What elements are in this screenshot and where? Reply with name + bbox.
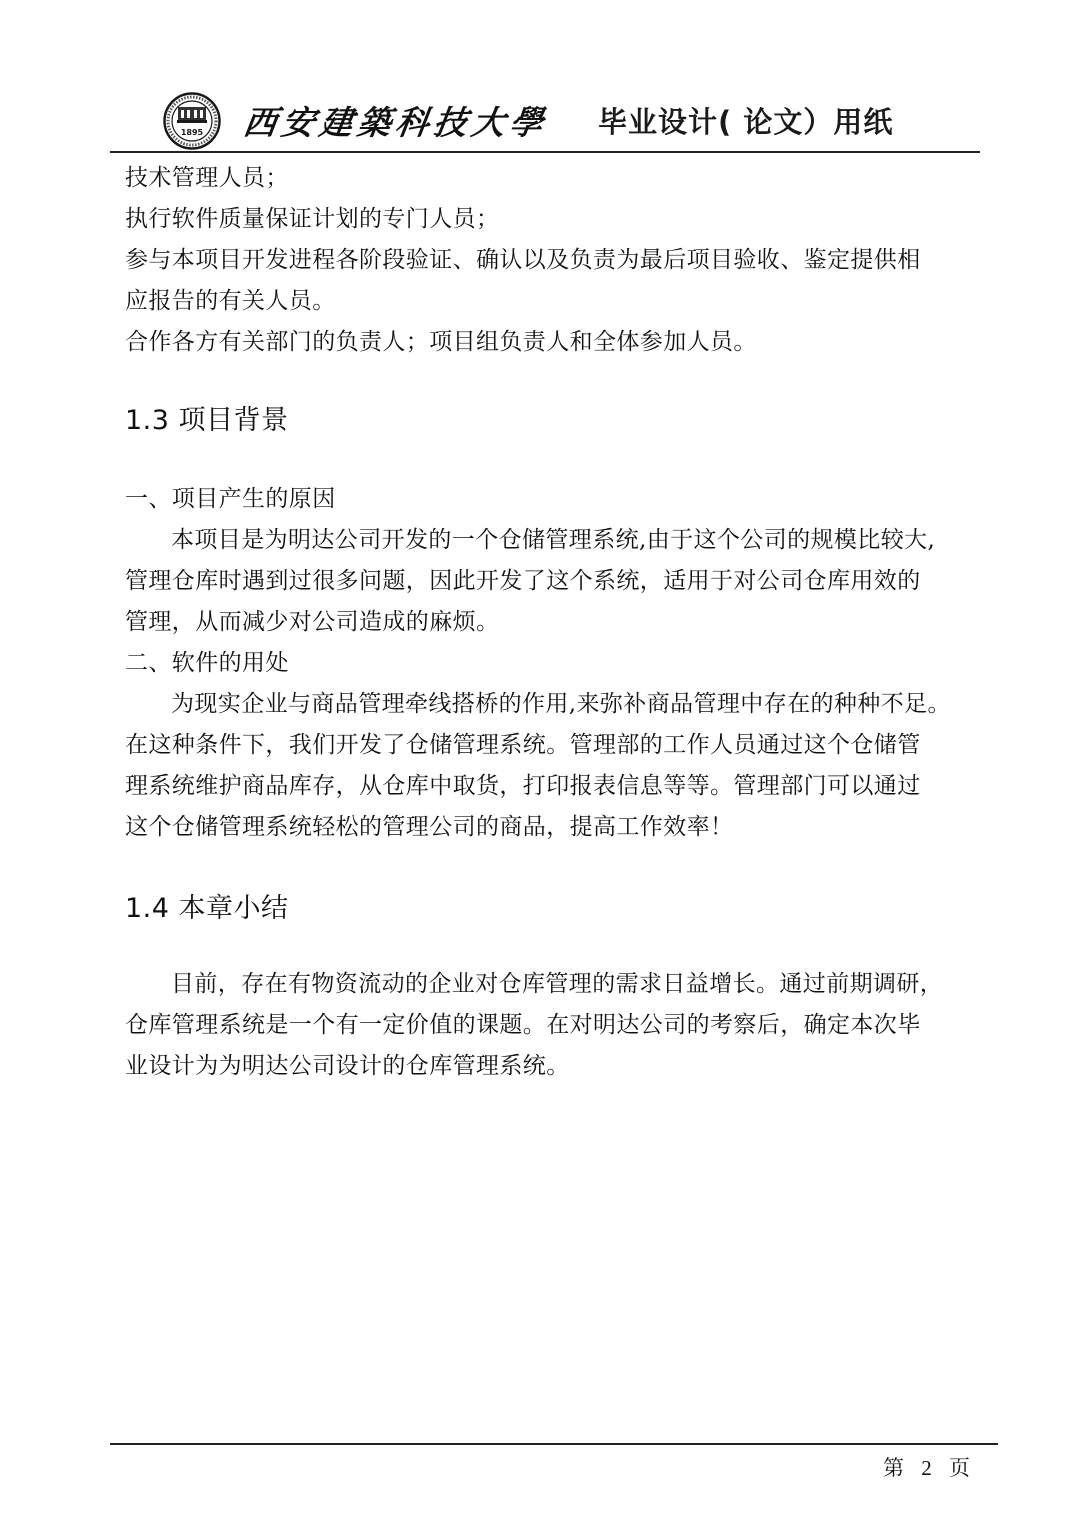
header-divider [110, 151, 980, 153]
university-name: 西安建築科技大學 [240, 103, 551, 142]
paragraph-line: 目前，存在有物资流动的企业对仓库管理的需求日益增长。通过前期调研， [171, 971, 944, 997]
paragraph-line: 这个仓储管理系统轻松的管理公司的商品，提高工作效率！ [125, 814, 734, 840]
paragraph-line: 业设计为为明达公司设计的仓库管理系统。 [125, 1053, 570, 1079]
university-seal-icon [163, 92, 221, 150]
paragraph-line: 仓库管理系统是一个有一定价值的课题。在对明达公司的考察后，确定本次毕 [125, 1012, 921, 1038]
paragraph-line: 本项目是为明达公司开发的一个仓储管理系统,由于这个公司的规模比较大, [171, 527, 936, 553]
section-1-4-body [125, 964, 985, 1087]
subsection-title: 二、软件的用处 [125, 650, 289, 676]
paragraph-line: 在这种条件下，我们开发了仓储管理系统。管理部的工作人员通过这个仓储管 [125, 732, 921, 758]
section-heading-1-4: 1.4 本章小结 [125, 893, 289, 924]
paragraph-line: 管理，从而减少对公司造成的麻烦。 [125, 609, 500, 635]
intro-list [125, 158, 985, 363]
seal-year: 1895 [180, 128, 204, 137]
intro-line: 应报告的有关人员。 [125, 288, 336, 314]
intro-line: 参与本项目开发进程各阶段验证、确认以及负责为最后项目验收、鉴定提供相 [125, 247, 921, 273]
section-heading-1-3: 1.3 项目背景 [125, 405, 289, 436]
paper-title: 毕业设计( 论文）用纸 [598, 105, 894, 139]
intro-line: 执行软件质量保证计划的专门人员； [125, 206, 500, 232]
section-1-3-body [125, 479, 985, 848]
subsection-title: 一、项目产生的原因 [125, 486, 336, 512]
intro-line: 技术管理人员； [125, 165, 289, 191]
paragraph-line: 为现实企业与商品管理牵线搭桥的作用,来弥补商品管理中存在的种种不足。 [171, 691, 951, 717]
footer-divider [110, 1443, 998, 1445]
paragraph-line: 管理仓库时遇到过很多问题，因此开发了这个系统，适用于对公司仓库用效的 [125, 568, 921, 594]
intro-line: 合作各方有关部门的负责人；项目组负责人和全体参加人员。 [125, 329, 757, 355]
page-number: 第 2 页 [883, 1456, 970, 1480]
page-header [0, 0, 1087, 160]
paragraph-line: 理系统维护商品库存，从仓库中取货，打印报表信息等等。管理部门可以通过 [125, 773, 921, 799]
